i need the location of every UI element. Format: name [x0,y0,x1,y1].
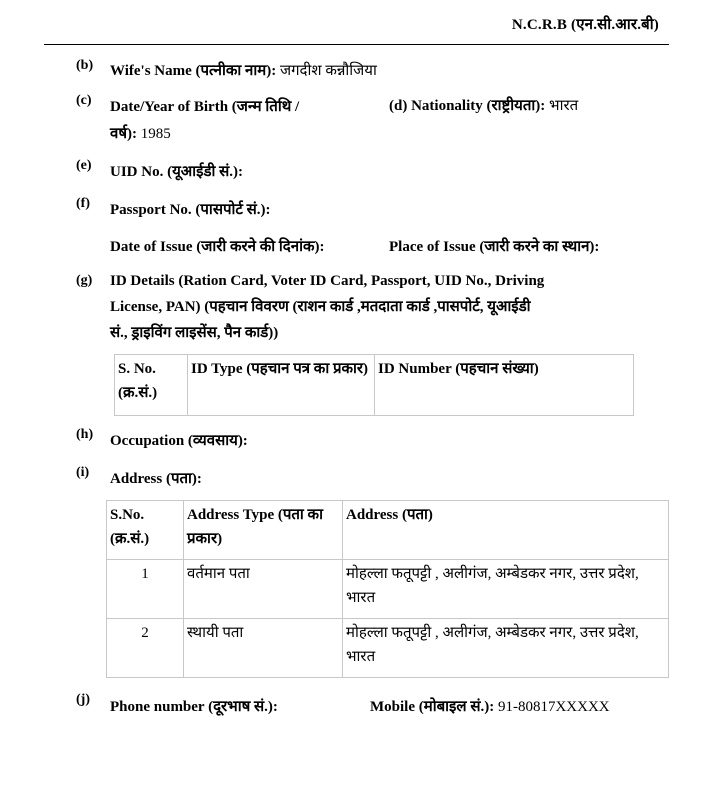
id-details-line2: License, PAN) (पहचान विवरण (राशन कार्ड ,मतदाता कार्ड ,पासपोर्ट, यूआईडी [110,299,531,315]
address-table-header-address: Address (पता) [343,501,669,560]
dob-label-text: Date/Year of Birth (जन्म तिथि / [110,99,300,115]
nationality-label: Nationality (राष्ट्रीयता): [411,98,546,114]
place-of-issue-label: Place of Issue (जारी करने का स्थान): [389,239,600,255]
marker-h: (h) [76,427,94,442]
address-row-2-sno: 2 [107,619,184,678]
marker-j: (j) [76,692,90,707]
dob-label-line1 [110,95,299,119]
dob-value: 1985 [140,126,171,142]
id-details-line3: सं., ड्राइविंग लाइसेंस, पैन कार्ड)) [110,325,279,341]
address-row-1-type: वर्तमान पता [184,560,343,619]
header-rule [44,44,669,45]
mobile-field [370,695,610,719]
table-row [107,560,669,619]
marker-d: (d) [389,98,408,114]
address-row-2-type: स्थायी पता [184,619,343,678]
dob-label-text-2: वर्ष): [110,126,138,142]
address-row-1-address: मोहल्ला फतूपट्टी , अलीगंज, अम्बेडकर नगर, उत्तर प्रदेश, भारत [343,560,669,619]
header-org: N.C.R.B (एन.सी.आर.बी) [511,17,659,33]
date-of-issue-label: Date of Issue (जारी करने की दिनांक): [110,239,325,255]
id-table-header-type: ID Type (पहचान पत्र का प्रकार) [188,355,375,416]
marker-c: (c) [76,93,92,108]
place-of-issue-field [389,235,599,259]
id-table-header-number: ID Number (पहचान संख्या) [375,355,634,416]
dob-label-line2 [110,122,171,146]
id-details-table [114,354,634,416]
wife-name-label: Wife's Name (पत्नीका नाम): [110,63,277,79]
marker-e: (e) [76,158,92,173]
phone-field [110,695,278,719]
mobile-value: 91-80817XXXXX [497,699,610,715]
wife-name-value: जगदीश कन्नौजिया [279,63,377,79]
phone-label: Phone number (दूरभाष सं.): [110,699,278,715]
passport-field [110,198,271,222]
uid-label: UID No. (यूआईडी सं.): [110,164,244,180]
date-of-issue-field [110,235,324,259]
marker-f: (f) [76,196,90,211]
wife-name-field [110,59,377,83]
address-table-header-type: Address Type (पता का प्रकार) [184,501,343,560]
marker-b: (b) [76,58,94,73]
marker-g: (g) [76,273,93,288]
address-row-1-sno: 1 [107,560,184,619]
table-row [115,355,634,416]
address-table-header-sno: S.No. (क्र.सं.) [107,501,184,560]
nationality-field [389,94,578,118]
marker-i: (i) [76,465,90,480]
address-table [106,500,669,678]
occupation-field [110,429,248,453]
mobile-label: Mobile (मोबाइल सं.): [370,699,495,715]
address-row-2-address: मोहल्ला फतूपट्टी , अलीगंज, अम्बेडकर नगर, उत्तर प्रदेश, भारत [343,619,669,678]
uid-field [110,160,243,184]
address-label: Address (पता): [110,471,202,487]
nationality-value: भारत [549,98,579,114]
id-table-header-sno: S. No. (क्र.सं.) [115,355,188,416]
table-row [107,501,669,560]
id-details-line1: ID Details (Ration Card, Voter ID Card, Passport, UID No., Driving [110,273,545,289]
table-row [107,619,669,678]
address-field [110,467,202,491]
occupation-label: Occupation (व्यवसाय): [110,433,248,449]
passport-label: Passport No. (पासपोर्ट सं.): [110,202,271,218]
